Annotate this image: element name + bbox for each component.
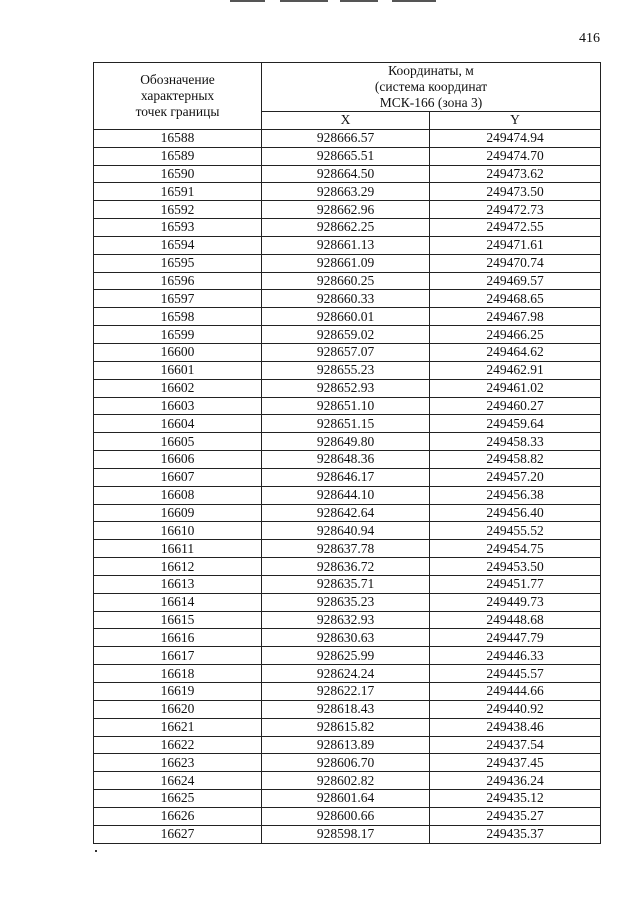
table-row bbox=[94, 629, 601, 647]
y-coordinate-cell: 249437.45 bbox=[430, 754, 601, 772]
y-coordinate-cell: 249464.62 bbox=[430, 343, 601, 361]
x-coordinate-cell: 928665.51 bbox=[262, 147, 430, 165]
table-row bbox=[94, 183, 601, 201]
point-id-cell: 16598 bbox=[94, 308, 262, 326]
point-id-cell: 16619 bbox=[94, 683, 262, 701]
y-coordinate-cell: 249467.98 bbox=[430, 308, 601, 326]
x-coordinate-cell: 928657.07 bbox=[262, 343, 430, 361]
x-coordinate-cell: 928660.33 bbox=[262, 290, 430, 308]
table-row bbox=[94, 486, 601, 504]
point-id-cell: 16596 bbox=[94, 272, 262, 290]
table-row bbox=[94, 593, 601, 611]
x-coordinate-cell: 928640.94 bbox=[262, 522, 430, 540]
table-row bbox=[94, 575, 601, 593]
y-coordinate-cell: 249473.62 bbox=[430, 165, 601, 183]
x-coordinate-cell: 928613.89 bbox=[262, 736, 430, 754]
x-coordinate-cell: 928601.64 bbox=[262, 790, 430, 808]
x-coordinate-cell: 928660.01 bbox=[262, 308, 430, 326]
x-coordinate-cell: 928606.70 bbox=[262, 754, 430, 772]
point-id-cell: 16607 bbox=[94, 468, 262, 486]
y-coordinate-cell: 249435.37 bbox=[430, 825, 601, 843]
point-id-cell: 16591 bbox=[94, 183, 262, 201]
y-coordinate-cell: 249460.27 bbox=[430, 397, 601, 415]
point-id-cell: 16605 bbox=[94, 433, 262, 451]
x-coordinate-cell: 928622.17 bbox=[262, 683, 430, 701]
point-id-cell: 16590 bbox=[94, 165, 262, 183]
point-id-cell: 16609 bbox=[94, 504, 262, 522]
x-column-header: X bbox=[262, 112, 430, 130]
y-coordinate-cell: 249457.20 bbox=[430, 468, 601, 486]
point-id-cell: 16589 bbox=[94, 147, 262, 165]
table-row bbox=[94, 415, 601, 433]
y-coordinate-cell: 249455.52 bbox=[430, 522, 601, 540]
x-coordinate-cell: 928651.10 bbox=[262, 397, 430, 415]
table-row bbox=[94, 558, 601, 576]
table-row bbox=[94, 201, 601, 219]
point-id-cell: 16601 bbox=[94, 361, 262, 379]
point-id-cell: 16593 bbox=[94, 219, 262, 237]
table-row bbox=[94, 504, 601, 522]
table-row bbox=[94, 343, 601, 361]
coordinates-table bbox=[93, 62, 601, 844]
point-id-cell: 16616 bbox=[94, 629, 262, 647]
table-row bbox=[94, 326, 601, 344]
x-coordinate-cell: 928663.29 bbox=[262, 183, 430, 201]
table-row bbox=[94, 540, 601, 558]
point-id-cell: 16600 bbox=[94, 343, 262, 361]
point-id-cell: 16624 bbox=[94, 772, 262, 790]
y-coordinate-cell: 249454.75 bbox=[430, 540, 601, 558]
table-row bbox=[94, 772, 601, 790]
x-coordinate-cell: 928624.24 bbox=[262, 665, 430, 683]
table-row bbox=[94, 272, 601, 290]
table-row bbox=[94, 807, 601, 825]
point-id-cell: 16588 bbox=[94, 129, 262, 147]
x-coordinate-cell: 928630.63 bbox=[262, 629, 430, 647]
table-row bbox=[94, 379, 601, 397]
point-id-cell: 16618 bbox=[94, 665, 262, 683]
y-coordinate-cell: 249472.55 bbox=[430, 219, 601, 237]
y-coordinate-cell: 249466.25 bbox=[430, 326, 601, 344]
table-row bbox=[94, 219, 601, 237]
point-id-cell: 16621 bbox=[94, 718, 262, 736]
x-coordinate-cell: 928615.82 bbox=[262, 718, 430, 736]
y-coordinate-cell: 249469.57 bbox=[430, 272, 601, 290]
point-id-cell: 16614 bbox=[94, 593, 262, 611]
x-coordinate-cell: 928649.80 bbox=[262, 433, 430, 451]
x-coordinate-cell: 928600.66 bbox=[262, 807, 430, 825]
point-id-cell: 16606 bbox=[94, 451, 262, 469]
x-coordinate-cell: 928598.17 bbox=[262, 825, 430, 843]
x-coordinate-cell: 928660.25 bbox=[262, 272, 430, 290]
x-coordinate-cell: 928625.99 bbox=[262, 647, 430, 665]
point-id-cell: 16595 bbox=[94, 254, 262, 272]
y-coordinate-cell: 249436.24 bbox=[430, 772, 601, 790]
table-row bbox=[94, 665, 601, 683]
table-row bbox=[94, 754, 601, 772]
top-rule-2 bbox=[280, 0, 328, 2]
y-coordinate-cell: 249447.79 bbox=[430, 629, 601, 647]
point-id-cell: 16608 bbox=[94, 486, 262, 504]
point-id-cell: 16599 bbox=[94, 326, 262, 344]
y-coordinate-cell: 249438.46 bbox=[430, 718, 601, 736]
point-id-cell: 16627 bbox=[94, 825, 262, 843]
x-coordinate-cell: 928655.23 bbox=[262, 361, 430, 379]
y-coordinate-cell: 249453.50 bbox=[430, 558, 601, 576]
point-id-cell: 16617 bbox=[94, 647, 262, 665]
x-coordinate-cell: 928659.02 bbox=[262, 326, 430, 344]
x-coordinate-cell: 928662.96 bbox=[262, 201, 430, 219]
y-coordinate-cell: 249446.33 bbox=[430, 647, 601, 665]
table-row bbox=[94, 165, 601, 183]
top-rule-1 bbox=[230, 0, 265, 2]
table-row bbox=[94, 254, 601, 272]
table-row bbox=[94, 290, 601, 308]
x-coordinate-cell: 928644.10 bbox=[262, 486, 430, 504]
x-coordinate-cell: 928635.23 bbox=[262, 593, 430, 611]
y-coordinate-cell: 249473.50 bbox=[430, 183, 601, 201]
x-coordinate-cell: 928642.64 bbox=[262, 504, 430, 522]
top-rule-4 bbox=[392, 0, 436, 2]
point-id-cell: 16622 bbox=[94, 736, 262, 754]
x-coordinate-cell: 928646.17 bbox=[262, 468, 430, 486]
y-coordinate-cell: 249435.12 bbox=[430, 790, 601, 808]
point-id-cell: 16625 bbox=[94, 790, 262, 808]
table-row bbox=[94, 522, 601, 540]
table-row bbox=[94, 397, 601, 415]
table-row bbox=[94, 825, 601, 843]
x-coordinate-cell: 928651.15 bbox=[262, 415, 430, 433]
x-coordinate-cell: 928637.78 bbox=[262, 540, 430, 558]
x-coordinate-cell: 928632.93 bbox=[262, 611, 430, 629]
x-coordinate-cell: 928618.43 bbox=[262, 700, 430, 718]
y-coordinate-cell: 249451.77 bbox=[430, 575, 601, 593]
x-coordinate-cell: 928666.57 bbox=[262, 129, 430, 147]
point-designation-header: Обозначение характерных точек границы bbox=[94, 63, 262, 130]
y-coordinate-cell: 249458.82 bbox=[430, 451, 601, 469]
table-row bbox=[94, 308, 601, 326]
x-coordinate-cell: 928664.50 bbox=[262, 165, 430, 183]
point-id-cell: 16592 bbox=[94, 201, 262, 219]
table-row bbox=[94, 433, 601, 451]
table-row bbox=[94, 683, 601, 701]
table-row bbox=[94, 147, 601, 165]
table-row bbox=[94, 361, 601, 379]
y-column-header: Y bbox=[430, 112, 601, 130]
x-coordinate-cell: 928602.82 bbox=[262, 772, 430, 790]
x-coordinate-cell: 928636.72 bbox=[262, 558, 430, 576]
x-coordinate-cell: 928652.93 bbox=[262, 379, 430, 397]
x-coordinate-cell: 928635.71 bbox=[262, 575, 430, 593]
table-body bbox=[94, 129, 601, 843]
y-coordinate-cell: 249449.73 bbox=[430, 593, 601, 611]
y-coordinate-cell: 249462.91 bbox=[430, 361, 601, 379]
point-id-cell: 16604 bbox=[94, 415, 262, 433]
y-coordinate-cell: 249474.94 bbox=[430, 129, 601, 147]
y-coordinate-cell: 249440.92 bbox=[430, 700, 601, 718]
point-id-cell: 16610 bbox=[94, 522, 262, 540]
top-rule-3 bbox=[340, 0, 378, 2]
y-coordinate-cell: 249456.38 bbox=[430, 486, 601, 504]
table-row bbox=[94, 647, 601, 665]
point-id-cell: 16620 bbox=[94, 700, 262, 718]
y-coordinate-cell: 249474.70 bbox=[430, 147, 601, 165]
table-row bbox=[94, 129, 601, 147]
y-coordinate-cell: 249445.57 bbox=[430, 665, 601, 683]
point-id-cell: 16602 bbox=[94, 379, 262, 397]
y-coordinate-cell: 249461.02 bbox=[430, 379, 601, 397]
x-coordinate-cell: 928662.25 bbox=[262, 219, 430, 237]
point-id-cell: 16603 bbox=[94, 397, 262, 415]
y-coordinate-cell: 249437.54 bbox=[430, 736, 601, 754]
coordinates-header: Координаты, м (система координат МСК-166 (зона 3) bbox=[262, 63, 601, 112]
point-id-cell: 16615 bbox=[94, 611, 262, 629]
table-row bbox=[94, 718, 601, 736]
table-row bbox=[94, 736, 601, 754]
y-coordinate-cell: 249458.33 bbox=[430, 433, 601, 451]
point-id-cell: 16594 bbox=[94, 236, 262, 254]
point-id-cell: 16597 bbox=[94, 290, 262, 308]
point-id-cell: 16611 bbox=[94, 540, 262, 558]
y-coordinate-cell: 249456.40 bbox=[430, 504, 601, 522]
y-coordinate-cell: 249471.61 bbox=[430, 236, 601, 254]
y-coordinate-cell: 249459.64 bbox=[430, 415, 601, 433]
y-coordinate-cell: 249468.65 bbox=[430, 290, 601, 308]
table-row bbox=[94, 451, 601, 469]
table-row bbox=[94, 700, 601, 718]
table-row bbox=[94, 236, 601, 254]
table-row bbox=[94, 790, 601, 808]
x-coordinate-cell: 928661.09 bbox=[262, 254, 430, 272]
y-coordinate-cell: 249444.66 bbox=[430, 683, 601, 701]
scan-speck bbox=[95, 850, 97, 852]
x-coordinate-cell: 928661.13 bbox=[262, 236, 430, 254]
point-id-cell: 16623 bbox=[94, 754, 262, 772]
point-id-cell: 16612 bbox=[94, 558, 262, 576]
y-coordinate-cell: 249472.73 bbox=[430, 201, 601, 219]
point-id-cell: 16626 bbox=[94, 807, 262, 825]
x-coordinate-cell: 928648.36 bbox=[262, 451, 430, 469]
table-row bbox=[94, 611, 601, 629]
page-number: 416 bbox=[579, 31, 600, 46]
point-id-cell: 16613 bbox=[94, 575, 262, 593]
y-coordinate-cell: 249448.68 bbox=[430, 611, 601, 629]
y-coordinate-cell: 249435.27 bbox=[430, 807, 601, 825]
table-row bbox=[94, 468, 601, 486]
y-coordinate-cell: 249470.74 bbox=[430, 254, 601, 272]
